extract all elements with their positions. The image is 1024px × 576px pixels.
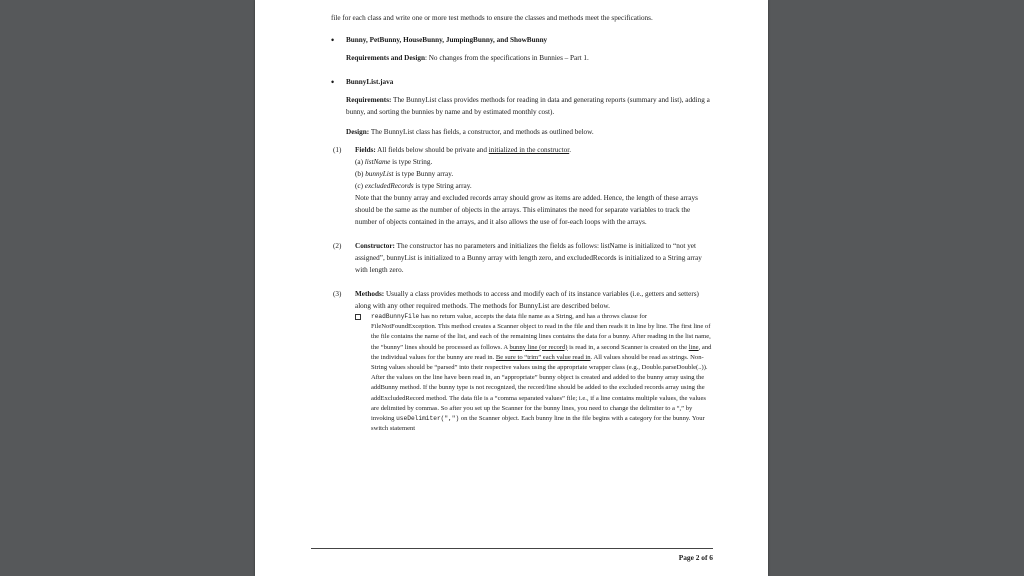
field-c [331,180,713,192]
methods-text: Usually a class provides methods to access and modify each of its instance variables (i.e., getters and setters) along with any other required methods. The methods for BunnyList are described below. [355,290,699,310]
fields-underline: initialized in the constructor [488,146,570,154]
field-b [331,168,713,180]
read-bunny-file-item [331,312,713,434]
bunnylist-requirements [331,94,713,118]
fields-note: Note that the bunny array and excluded records array should grow as items are added. Hence, the length of these arrays should be the same as the number of objects in the arrays. This eliminates the need for separate variables to track the number of objects contained in the arrays, and it also allows the use of for-each loops with the arrays. [355,194,698,226]
trim-underline: Be sure to “trim” each value read in [495,353,591,361]
fields-end: . [569,146,571,154]
field-c-text: is type String array. [413,182,472,190]
bunnylist-design [331,126,713,138]
requirements-design-label: Requirements and Design [346,54,425,62]
page-number: Page 2 of 6 [678,553,713,562]
footer-divider [311,548,713,549]
methods-number: (3) [333,290,342,298]
document-page [255,0,768,576]
square-bullet-icon [355,314,361,320]
bullet-bunny-classes: • Bunny, PetBunny, HouseBunny, JumpingBunny, and ShowBunny [331,34,713,46]
constructor-label: Constructor: [355,242,395,250]
intro-paragraph: file for each class and write one or more test methods to ensure the classes and methods meet the specifications. [331,14,653,22]
constructor-number: (2) [333,242,342,250]
field-a [331,156,713,168]
requirements-text: The BunnyList class provides methods for reading in data and generating reports (summary and list), adding a bunny, and sorting the bunnies by name and by estimated monthly cost). [346,96,710,116]
design-text: The BunnyList class has fields, a constructor, and methods as outlined below. [369,128,594,136]
field-c-name: excludedRecords [364,182,414,190]
field-b-prefix: (b) [355,170,366,178]
requirements-design-text: : No changes from the specifications in Bunnies – Part 1. [424,54,589,62]
field-b-text: is type Bunny array. [393,170,454,178]
field-a-text: is type String. [390,158,433,166]
read-bunny-file-text-1: has no return value, accepts the data file name as a String, and has a throws clause for FileNotFoundException. This method creates a Scanner object to read in the file and then reads it in line by line. The first line of the file contains the name of the list, and each of the remaining lines contains the data for a bunny. After reading in the list name, the “bunny” lines should be processed as follows. A [371,313,711,351]
fields-heading [331,144,713,156]
design-label: Design: [346,128,370,136]
bunny-classes-requirements [331,52,713,64]
read-bunny-file-text-4: . All values should be read as strings. Non-String values should be “parsed” into their respective values using the appropriate wrapper class (e.g., Double.parseDouble(..)). After the values on the line have been read in, an “appropriate” bunny object is created and added to the bunny array using the addBunny method. If the bunny type is not recognized, the record/line should be added to the excluded records array using the addExcludedRecord method. The data file is a “comma separated values” file; i.e., if a line contains multiple values, the values are delimited by commas. So after you set up the Scanner for the bunny lines, you need to change the delimiter to a “,” by invoking [371,353,708,423]
read-bunny-file-text-3: , and the individual values for the bunny are read in. [371,343,712,361]
methods-paragraph [331,288,713,312]
read-bunny-file-text-5: on the Scanner object. Each bunny line in the file begins with a category for the bunny. Your switch statement [371,415,705,433]
use-delimiter-code: useDelimiter(",") [396,415,460,423]
bunny-line-underline: bunny line (or record) [509,343,568,351]
read-bunny-file-text-2: is read in, a second Scanner is created on the [567,343,689,351]
field-c-prefix: (c) [355,182,365,190]
page-content [331,12,713,434]
field-b-name: bunnyList [365,170,394,178]
constructor-text: The constructor has no parameters and initializes the fields as follows: listName is initialized to “not yet assigned”, bunnyList is initialized to a Bunny array with length zero, and excludedRecords is initialized to a String array with length zero. [355,242,702,274]
field-a-prefix: (a) [355,158,365,166]
read-bunny-file-code: readBunnyFile [371,313,420,320]
bullet-bunnylist: • BunnyList.java [331,76,713,88]
methods-label: Methods: [355,290,385,298]
fields-text: All fields below should be private and [375,146,489,154]
field-a-name: listName [364,158,391,166]
line-underline: line [688,343,699,351]
fields-label: Fields: [355,146,376,154]
fields-number: (1) [333,146,342,154]
requirements-label: Requirements: [346,96,392,104]
constructor-paragraph [331,240,713,276]
